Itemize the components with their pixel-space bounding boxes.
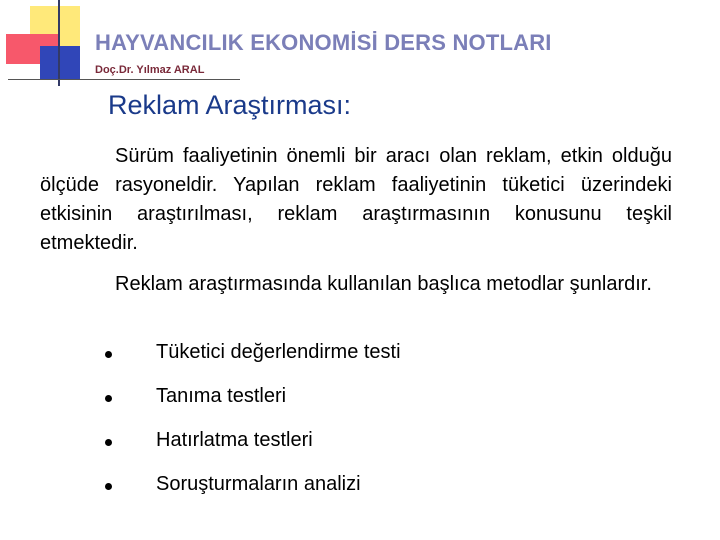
decor-vertical-line [58,0,60,86]
header-author: Doç.Dr. Yılmaz ARAL [95,64,205,76]
list-item-text: Hatırlatma testleri [156,429,313,451]
bullet-icon [105,351,112,358]
paragraph-methods: Reklam araştırmasında kullanılan başlıca metodlar şunlardır. [115,273,652,295]
list-item-text: Tüketici değerlendirme testi [156,341,401,363]
list-item [105,341,645,371]
list-item [105,473,645,503]
decor-blue-square [40,46,80,80]
list-item-text: Tanıma testleri [156,385,287,407]
list-item [105,429,645,459]
list-item [105,385,645,415]
paragraph-intro: Sürüm faaliyetinin önemli bir aracı olan reklam, etkin olduğu ölçüde rasyoneldir. Yapılan reklam faaliyetinin tüketici üzerindeki etkisinin araştırılması, reklam araştırmasının konusunu teşkil etmektedir. [40,145,672,254]
list-item-text: Soruşturmaların analizi [156,473,361,495]
decor-horizontal-line [8,79,240,80]
bullet-icon [105,439,112,446]
header-title: HAYVANCILIK EKONOMİSİ DERS NOTLARI [95,30,552,55]
bullet-icon [105,483,112,490]
slide-title: Reklam Araştırması: [108,90,352,120]
bullet-icon [105,395,112,402]
